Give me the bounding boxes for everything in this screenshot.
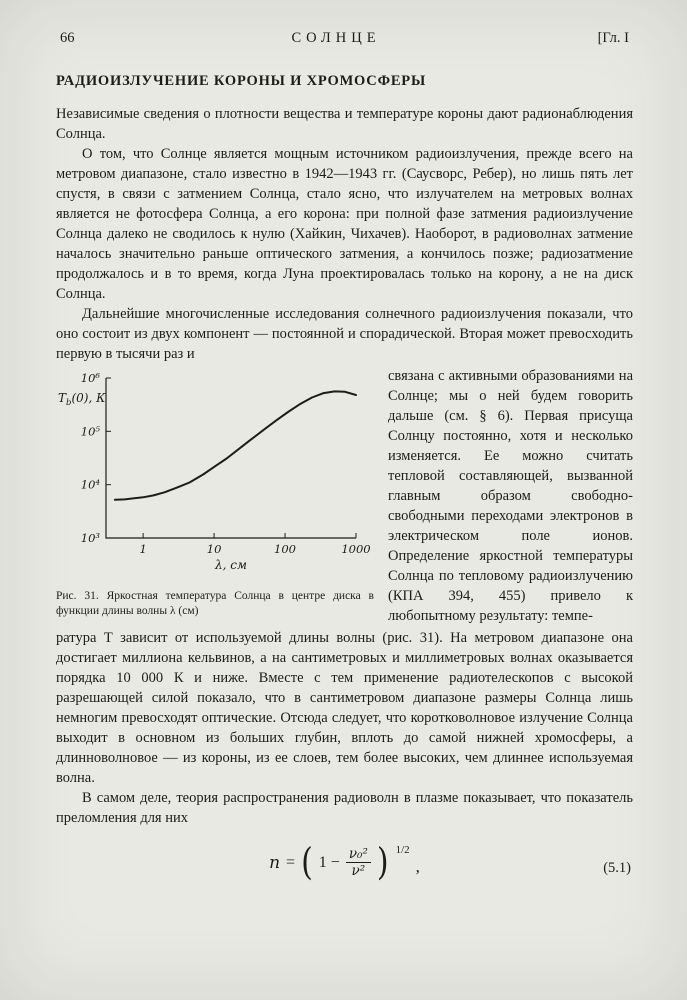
paragraph-components-continuation: ратура Т зависит от используемой длины волны (рис. 31). На метровом диапазоне она достигает миллиона кельвинов, а на сантиметровых и миллиметровых волнах оказывается порядка 10 000 К и ниже. Вместе с тем применение радиотелескопов с высокой разрешающей силой показало, что в сантиметровом диапазоне размеры Солнца лишь немногим превосходят оптические. Отсюда следует, что коротковолновое излучение Солнца выходит в основном из больших глубин, вплоть до самой нижней хромосферы, а длинноволновое — из короны, из ее слоев, тем более высоких, чем длиннее используемая волна. (56, 630, 633, 786)
paragraph-discovery-history: О том, что Солнце является мощным источником радиоизлучения, прежде всего на метровом диапазоне, стало известно в 1942—1943 гг. (Саусворс, Ребер), но лишь пять лет спустя, в связи с затмением Солнца, стало ясно, что излучателем на метровых волнах является не фотосфера Солнца, а его корона: при полной фазе затмения радиоизлучение Солнца далеко не сводилось к нулю (Хайкин, Чихачев). Наоборот, в радиоволнах затмение началось значительно раньше оптического затмения, а кончилось позже; радиозатмение продолжалось и в то время, когда Луна проектировалась только на корону, а не на диск Солнца. (56, 146, 633, 302)
figure-row (56, 366, 633, 626)
chapter-label: [Гл. I (597, 30, 629, 46)
equation-row (56, 840, 633, 900)
equation-equals-sign: = (286, 853, 296, 871)
page-number: 66 (60, 30, 75, 46)
svg-text:1000: 1000 (341, 542, 371, 556)
equation-denominator: ν² (351, 863, 366, 880)
svg-text:10⁴: 10⁴ (80, 477, 100, 492)
equation-variable-n: n (269, 852, 281, 873)
equation-fraction (346, 846, 371, 879)
equation-number: (5.1) (603, 860, 631, 876)
paragraph-plasma-theory: В самом деле, теория распространения радиоволн в плазме показывает, что показатель преломления для них (56, 790, 633, 826)
svg-text:100: 100 (274, 542, 297, 556)
svg-text:10³: 10³ (80, 531, 100, 545)
paragraph-components-beside-figure: связана с активными образованиями на Солнце; мы о ней будем говорить дальше (см. § 6). Первая присуща Солнцу постоянно, хотя и несколько изменяется. Ее можно считать тепловой составляющей, вызванной главным образом свободно-свободными переходами электронов в электрическом поле ионов. Определение яркостной температуры Солнца по тепловому радиоизлучению (КПА 394, 455) привело к любопытному результату: темпе- (388, 368, 633, 624)
figure-31 (56, 366, 374, 626)
svg-text:10⁶: 10⁶ (80, 371, 100, 385)
svg-text:10: 10 (206, 542, 222, 556)
equation-exponent: 1/2 (395, 843, 410, 856)
svg-text:Tb(0), К: $T_b(0)$, К (58, 391, 106, 408)
svg-text:10⁵: 10⁵ (80, 424, 100, 439)
section-heading: РАДИОИЗЛУЧЕНИЕ КОРОНЫ И ХРОМОСФЕРЫ (56, 73, 426, 89)
page-header (56, 30, 633, 47)
running-title: СОЛНЦЕ (291, 30, 381, 46)
equation-one-minus: 1 − (318, 853, 340, 871)
refraction-index-equation: n = ( 1 − $\frac{\text{ν₀²}}{\text{ν²}}$ ) 1/2 , (269, 840, 420, 884)
equation-numerator: ν₀² (346, 846, 371, 863)
brightness-temperature-chart (56, 366, 374, 580)
figure-caption: Рис. 31. Яркостная температура Солнца в центре диска в функции длины волны λ (см) (56, 590, 374, 617)
paragraph-components-intro: Дальнейшие многочисленные исследования солнечного радиоизлучения показали, что оно состоит из двух компонент — постоянной и спорадической. Вторая может превосходить первую в тысячи раз и (56, 306, 633, 362)
paragraph-intro: Независимые сведения о плотности вещества и температуре короны дают радионаблюдения Солнца. (56, 106, 633, 142)
svg-text:1: 1 (139, 542, 147, 556)
equation-trailing-comma: , (415, 856, 420, 876)
svg-text:λ, см: λ, см (215, 558, 247, 572)
